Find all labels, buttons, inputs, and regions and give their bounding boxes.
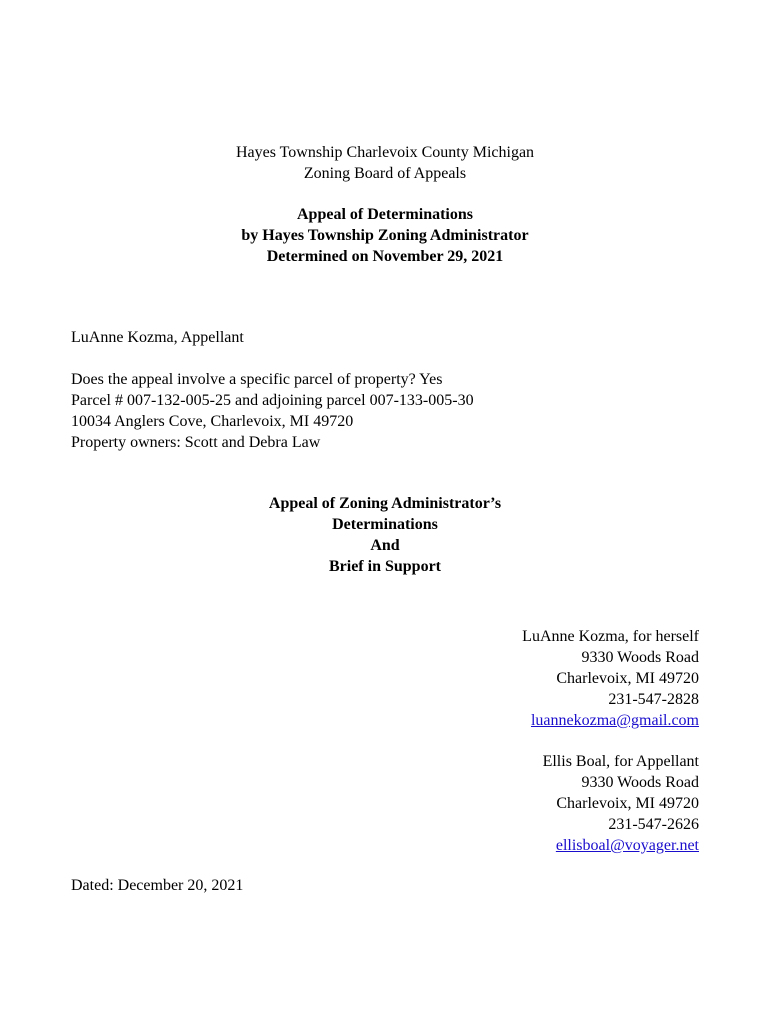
contact-city: Charlevoix, MI 49720 bbox=[556, 795, 699, 812]
appeal-title-line-2: by Hayes Township Zoning Administrator bbox=[241, 227, 529, 244]
contact-name: Ellis Boal, for Appellant bbox=[542, 753, 699, 770]
contact-email-link[interactable]: ellisboal@voyager.net bbox=[555, 837, 699, 854]
property-address: 10034 Anglers Cove, Charlevoix, MI 49720 bbox=[71, 413, 354, 430]
appellant-name bbox=[71, 327, 691, 348]
contact-block-attorney bbox=[299, 751, 699, 856]
contact-phone: 231-547-2828 bbox=[608, 691, 699, 708]
header-board: Zoning Board of Appeals bbox=[303, 165, 467, 182]
property-question: Does the appeal involve a specific parcel of property? Yes bbox=[71, 371, 443, 388]
contact-city: Charlevoix, MI 49720 bbox=[556, 670, 699, 687]
appeal-title-line-1: Appeal of Determinations bbox=[297, 206, 473, 223]
dated-line bbox=[71, 875, 691, 896]
property-parcel: Parcel # 007-132-005-25 and adjoining parcel 007-133-005-30 bbox=[71, 392, 474, 409]
brief-title-line-4: Brief in Support bbox=[328, 558, 441, 575]
contact-block-appellant bbox=[299, 626, 699, 731]
contact-street: 9330 Woods Road bbox=[581, 649, 699, 666]
property-info bbox=[71, 369, 691, 453]
header-township: Hayes Township Charlevoix County Michigan bbox=[235, 144, 535, 161]
contact-name: LuAnne Kozma, for herself bbox=[522, 628, 699, 645]
property-owners: Property owners: Scott and Debra Law bbox=[71, 434, 321, 451]
appellant-text: LuAnne Kozma, Appellant bbox=[71, 329, 244, 346]
appeal-title-line-3: Determined on November 29, 2021 bbox=[266, 248, 504, 265]
contact-phone: 231-547-2626 bbox=[608, 816, 699, 833]
brief-title bbox=[0, 493, 770, 577]
brief-title-line-2: Determinations bbox=[332, 516, 438, 533]
brief-title-line-1: Appeal of Zoning Administrator’s bbox=[268, 495, 502, 512]
contact-email-link[interactable]: luannekozma@gmail.com bbox=[530, 712, 699, 729]
document-header bbox=[0, 142, 770, 184]
brief-title-line-3: And bbox=[370, 537, 400, 554]
contact-street: 9330 Woods Road bbox=[581, 774, 699, 791]
dated-text: Dated: December 20, 2021 bbox=[71, 877, 244, 894]
appeal-title bbox=[0, 204, 770, 267]
